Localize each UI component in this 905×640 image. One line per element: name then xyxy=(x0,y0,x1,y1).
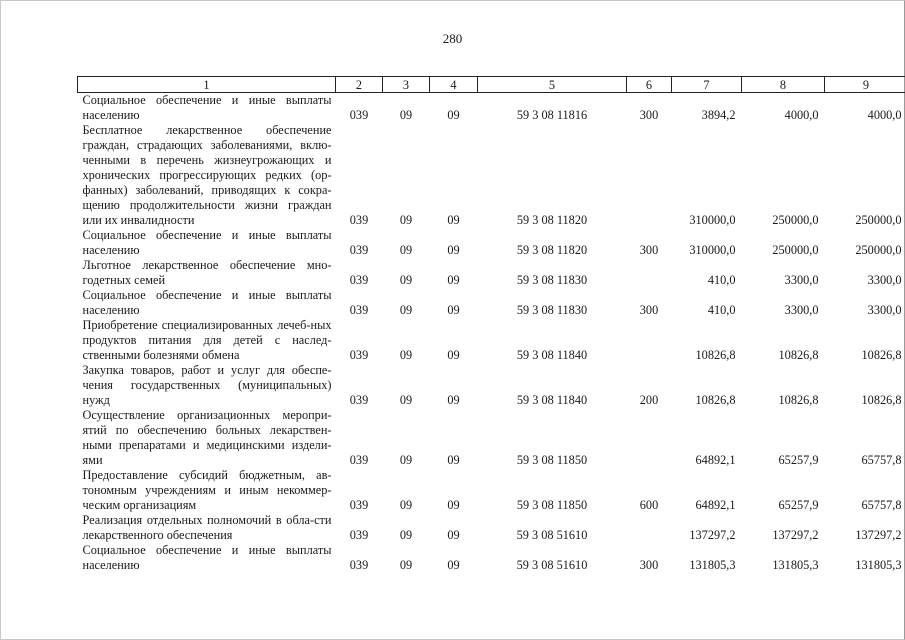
subsection-code: 09 xyxy=(447,108,460,122)
row-description: Социальное обеспечение и иные выплаты населению xyxy=(82,288,332,317)
section-code: 09 xyxy=(399,528,413,542)
amount-year-2: 65257,9 xyxy=(778,498,819,512)
table-row xyxy=(78,318,905,363)
amount-year-1: 137297,2 xyxy=(689,528,736,542)
target-article-code: 59 3 08 11820 xyxy=(516,213,588,227)
amount-year-2: 4000,0 xyxy=(784,108,819,122)
expense-type-code: 600 xyxy=(639,498,659,512)
section-code: 09 xyxy=(399,453,413,467)
expense-type-code xyxy=(627,408,672,468)
row-description: Льготное лекарственное обеспечение мно-годетных семей xyxy=(82,258,332,287)
row-description: Реализация отдельных полномочий в обла-сти лекарственного обеспечения xyxy=(82,513,332,542)
subsection-code: 09 xyxy=(447,498,460,512)
column-header: 7 xyxy=(672,77,742,93)
ministry-code: 039 xyxy=(349,558,369,572)
amount-year-3: 250000,0 xyxy=(855,213,902,227)
expense-type-code xyxy=(627,318,672,363)
expense-type-code: 300 xyxy=(639,108,659,122)
amount-year-1: 3894,2 xyxy=(701,108,736,122)
ministry-code: 039 xyxy=(349,498,369,512)
row-description: Бесплатное лекарственное обеспечение граждан, страдающих заболеваниями, вклю-ченными в перечень жизнеугрожающих и хронических прогрессирующих редких (ор-фанных) заболеваний, приводящих к сокра-щению продолжительности жизни граждан или их инвалидности xyxy=(82,123,332,227)
ministry-code: 039 xyxy=(349,453,369,467)
target-article-code: 59 3 08 11820 xyxy=(516,243,588,257)
ministry-code: 039 xyxy=(349,213,369,227)
target-article-code: 59 3 08 11816 xyxy=(516,108,588,122)
amount-year-3: 250000,0 xyxy=(855,243,902,257)
expense-type-code: 300 xyxy=(639,303,659,317)
amount-year-2: 137297,2 xyxy=(772,528,819,542)
column-header: 8 xyxy=(742,77,825,93)
column-header: 5 xyxy=(478,77,627,93)
expense-type-code xyxy=(627,258,672,288)
expense-type-code: 300 xyxy=(639,558,659,572)
amount-year-1: 64892,1 xyxy=(695,453,736,467)
ministry-code: 039 xyxy=(349,348,369,362)
column-header: 2 xyxy=(336,77,383,93)
expense-type-code xyxy=(627,123,672,228)
amount-year-2: 3300,0 xyxy=(784,273,819,287)
page-number: 280 xyxy=(442,31,463,46)
subsection-code: 09 xyxy=(447,213,460,227)
amount-year-2: 131805,3 xyxy=(772,558,819,572)
amount-year-1: 131805,3 xyxy=(689,558,736,572)
subsection-code: 09 xyxy=(447,558,460,572)
subsection-code: 09 xyxy=(447,453,460,467)
column-header: 1 xyxy=(78,77,336,93)
amount-year-2: 3300,0 xyxy=(784,303,819,317)
target-article-code: 59 3 08 51610 xyxy=(516,528,588,542)
column-header: 4 xyxy=(430,77,478,93)
section-code: 09 xyxy=(399,348,413,362)
target-article-code: 59 3 08 11830 xyxy=(516,273,588,287)
ministry-code: 039 xyxy=(349,243,369,257)
amount-year-3: 137297,2 xyxy=(855,528,902,542)
table-row xyxy=(78,408,905,468)
row-description: Предоставление субсидий бюджетным, ав-тономным учреждениям и иным некоммер-ческим организациям xyxy=(82,468,332,512)
table-row xyxy=(78,513,905,543)
target-article-code: 59 3 08 11840 xyxy=(516,393,588,407)
ministry-code: 039 xyxy=(349,393,369,407)
row-description: Социальное обеспечение и иные выплаты населению xyxy=(82,228,332,257)
amount-year-2: 250000,0 xyxy=(772,243,819,257)
section-code: 09 xyxy=(399,243,413,257)
amount-year-2: 250000,0 xyxy=(772,213,819,227)
amount-year-1: 10826,8 xyxy=(695,393,736,407)
column-header: 6 xyxy=(627,77,672,93)
ministry-code: 039 xyxy=(349,108,369,122)
budget-table xyxy=(77,76,905,573)
row-description: Социальное обеспечение и иные выплаты населению xyxy=(82,93,332,122)
subsection-code: 09 xyxy=(447,393,460,407)
table-row xyxy=(78,288,905,318)
section-code: 09 xyxy=(399,213,413,227)
row-description: Приобретение специализированных лечеб-ных продуктов питания для детей с наслед-ственными болезнями обмена xyxy=(82,318,332,362)
column-header: 3 xyxy=(383,77,430,93)
table-row xyxy=(78,543,905,573)
target-article-code: 59 3 08 11850 xyxy=(516,498,588,512)
expense-type-code: 200 xyxy=(639,393,659,407)
amount-year-3: 3300,0 xyxy=(867,303,902,317)
amount-year-3: 4000,0 xyxy=(867,108,902,122)
row-description: Осуществление организационных меропри-ятий по обеспечению больных лекарствен-ными препаратами и медицинскими издели-ями xyxy=(82,408,332,467)
subsection-code: 09 xyxy=(447,243,460,257)
table-row xyxy=(78,228,905,258)
amount-year-1: 64892,1 xyxy=(695,498,736,512)
section-code: 09 xyxy=(399,108,413,122)
amount-year-2: 65257,9 xyxy=(778,453,819,467)
subsection-code: 09 xyxy=(447,273,460,287)
subsection-code: 09 xyxy=(447,303,460,317)
table-row xyxy=(78,363,905,408)
ministry-code: 039 xyxy=(349,303,369,317)
target-article-code: 59 3 08 51610 xyxy=(516,558,588,572)
table-row xyxy=(78,123,905,228)
table-row xyxy=(78,93,905,124)
row-description: Закупка товаров, работ и услуг для обеспе-чения государственных (муниципальных) нужд xyxy=(82,363,332,407)
table-row xyxy=(78,258,905,288)
section-code: 09 xyxy=(399,273,413,287)
section-code: 09 xyxy=(399,393,413,407)
amount-year-1: 310000,0 xyxy=(689,213,736,227)
section-code: 09 xyxy=(399,558,413,572)
amount-year-2: 10826,8 xyxy=(778,348,819,362)
table-row xyxy=(78,468,905,513)
section-code: 09 xyxy=(399,498,413,512)
column-header: 9 xyxy=(825,77,905,93)
amount-year-3: 131805,3 xyxy=(855,558,902,572)
subsection-code: 09 xyxy=(447,348,460,362)
section-code: 09 xyxy=(399,303,413,317)
amount-year-3: 65757,8 xyxy=(861,498,902,512)
target-article-code: 59 3 08 11840 xyxy=(516,348,588,362)
table-body xyxy=(78,93,905,574)
amount-year-1: 410,0 xyxy=(707,273,736,287)
amount-year-3: 3300,0 xyxy=(867,273,902,287)
amount-year-1: 410,0 xyxy=(707,303,736,317)
amount-year-1: 10826,8 xyxy=(695,348,736,362)
expense-type-code: 300 xyxy=(639,243,659,257)
ministry-code: 039 xyxy=(349,273,369,287)
amount-year-2: 10826,8 xyxy=(778,393,819,407)
subsection-code: 09 xyxy=(447,528,460,542)
ministry-code: 039 xyxy=(349,528,369,542)
row-description: Социальное обеспечение и иные выплаты населению xyxy=(82,543,332,572)
target-article-code: 59 3 08 11850 xyxy=(516,453,588,467)
table-header-row xyxy=(78,77,905,93)
amount-year-1: 310000,0 xyxy=(689,243,736,257)
expense-type-code xyxy=(627,513,672,543)
amount-year-3: 65757,8 xyxy=(861,453,902,467)
amount-year-3: 10826,8 xyxy=(861,348,902,362)
amount-year-3: 10826,8 xyxy=(861,393,902,407)
target-article-code: 59 3 08 11830 xyxy=(516,303,588,317)
